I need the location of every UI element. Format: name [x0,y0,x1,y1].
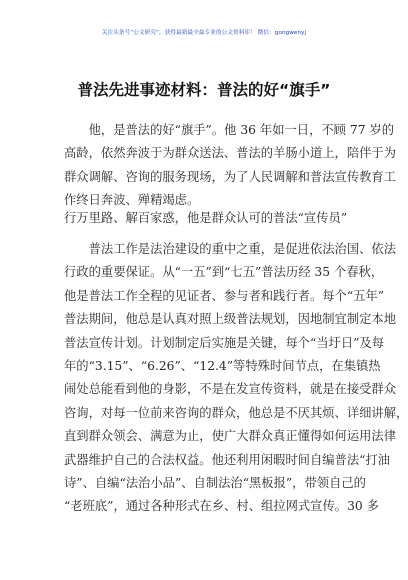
paragraph-3 [64,238,408,519]
paragraph-3-line: 诗”、自编“法治小品”、自制法治“黑板报”，带领自己的 [64,476,366,491]
header-promo-note: 关注头条号“公文研究”，获得最新最全最专业的公文资料库！ 微信：gongwenyj [101,30,307,36]
paragraph-3-line: 闹处总能看到他的身影，不是在发宣传资料，就是在接受群众 [64,382,397,397]
paragraph-3-line: 年的“3.15”、“6.26”、“12.4”等特殊时间节点，在集镇热 [64,359,381,374]
paragraph-3-line: 武器维护自己的合法权益。他还利用闲暇时间自编普法“打油 [64,452,391,467]
paragraph-1-line: 他，是普法的好“旗手”。他 36 年如一日，不顾 77 岁的 [88,123,395,137]
paragraph-3-line: 直到群众领会、满意为止，使广大群众真正懂得如何运用法律 [64,429,397,444]
paragraph-2-line: 行万里路、解百家惑，他是群众认可的普法“宣传员” [64,211,348,225]
paragraph-3-line: 他是普法工作全程的见证者、参与者和践行者。每个“五年” [64,288,384,303]
paragraph-3-line: 咨询，对每一位前来咨询的群众，他总是不厌其烦、详细讲解， [64,405,408,420]
paragraph-3-line: “老班底”，通过各种形式在乡、村、组拉网式宣传。30 多 [64,499,379,514]
paragraph-1-line: 作终日奔波、殚精竭虑。 [64,193,200,208]
paragraph-1 [64,119,397,213]
document-title: 普法先进事迹材料：普法的好“旗手” [77,81,331,99]
paragraph-1-line: 高龄，依然奔波于为群众送法、普法的羊肠小道上，陪伴于为 [64,146,397,161]
paragraph-3-line: 行政的重要保证。从“一五”到“七五”普法历经 35 个春秋， [64,265,384,280]
paragraph-1-line: 群众调解、咨询的服务现场，为了人民调解和普法宣传教育工 [64,169,397,184]
paragraph-3-line: 普法工作是法治建设的重中之重，是促进依法治国、依法 [88,242,397,256]
paragraph-3-line: 普法宣传计划。计划制定后实施是关键，每个“当圩日”及每 [64,335,384,350]
paragraph-3-line: 普法期间，他总是认真对照上级普法规划，因地制宜制定本地 [64,312,397,327]
paragraph-2-subheading [64,207,346,230]
